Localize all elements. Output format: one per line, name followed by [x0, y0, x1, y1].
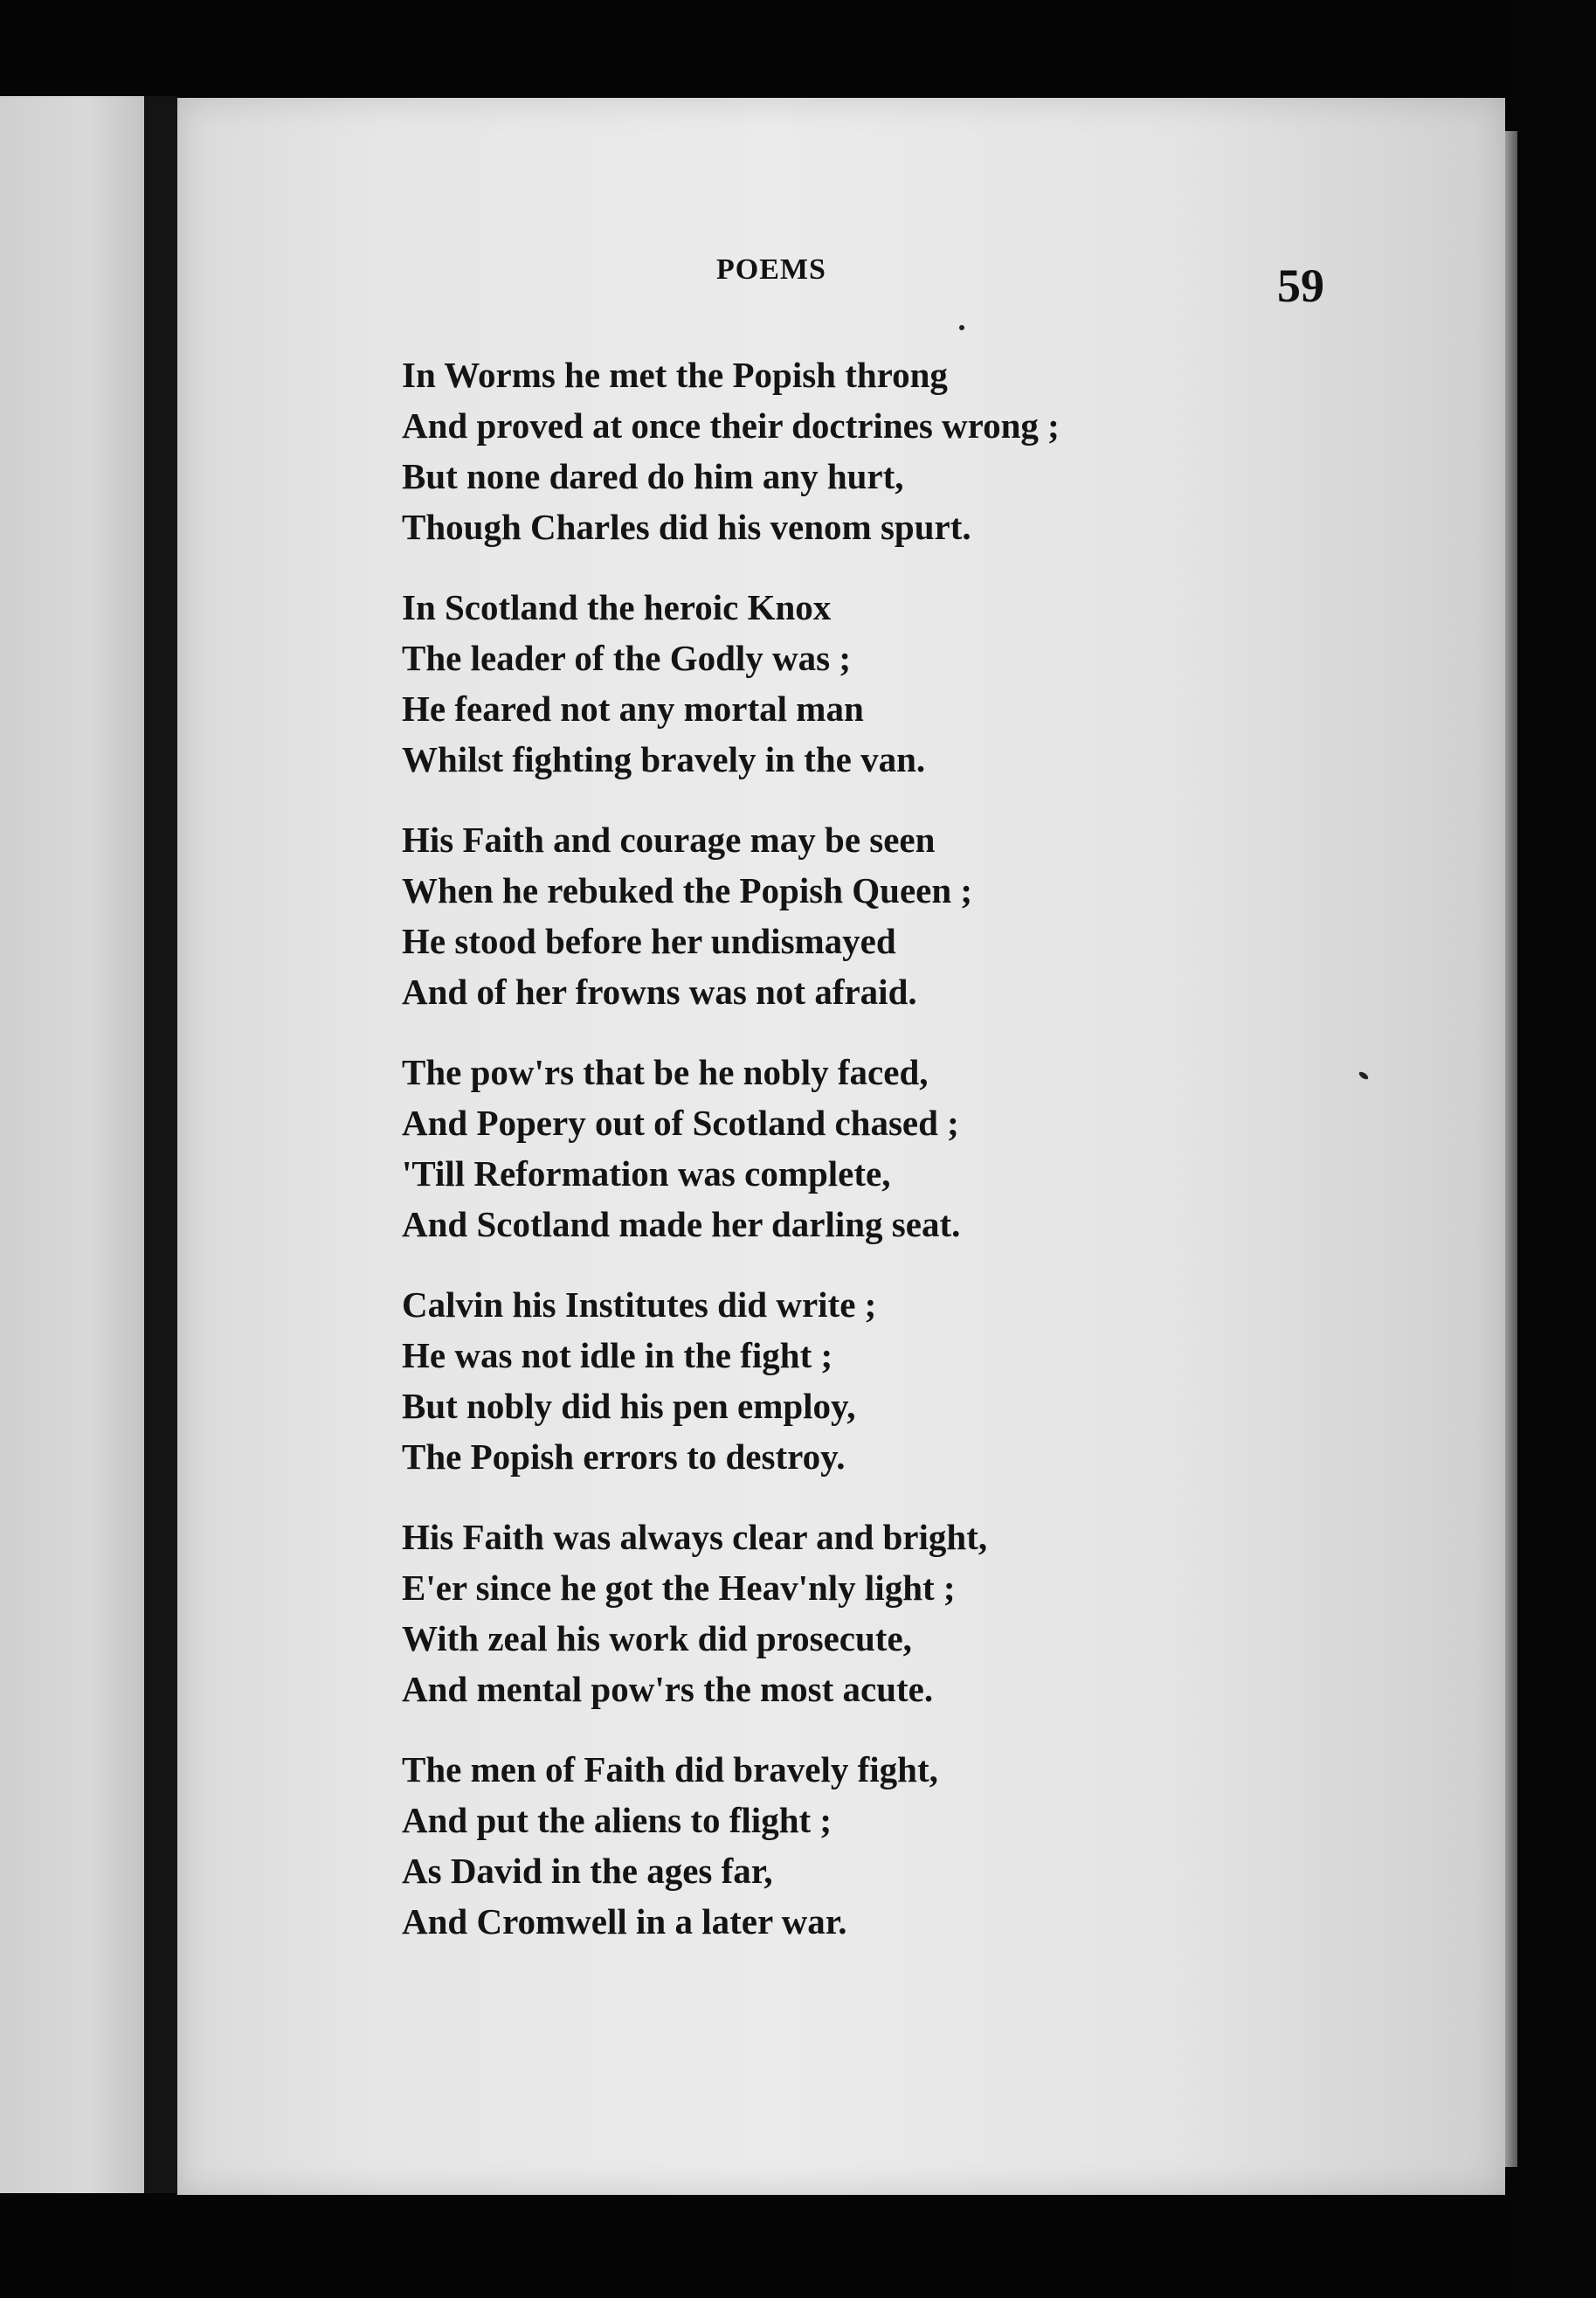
- poem-line: He feared not any mortal man: [402, 689, 864, 729]
- poem-line: His Faith and courage may be seen: [402, 820, 936, 860]
- poem-line: He stood before her undismayed: [402, 921, 896, 961]
- page-fore-edge: [1505, 131, 1517, 2167]
- poem-line: Though Charles did his venom spurt.: [402, 507, 971, 547]
- poem-line: With zeal his work did prosecute,: [402, 1618, 912, 1658]
- poem-line: In Scotland the heroic Knox: [402, 587, 832, 627]
- poem-line: The leader of the Godly was ;: [402, 638, 852, 678]
- print-speck: [959, 325, 964, 330]
- poem-line: And mental pow'rs the most acute.: [402, 1669, 934, 1709]
- poem-line: And Scotland made her darling seat.: [402, 1204, 961, 1244]
- poem-line: His Faith was always clear and bright,: [402, 1517, 988, 1557]
- poem-line: Whilst fighting bravely in the van.: [402, 739, 926, 779]
- poem-line: But nobly did his pen employ,: [402, 1386, 856, 1426]
- book-gutter: [144, 96, 177, 2193]
- poem-line: In Worms he met the Popish throng: [402, 355, 948, 395]
- poem-line: 'Till Reformation was complete,: [402, 1153, 891, 1194]
- poem-line: When he rebuked the Popish Queen ;: [402, 870, 973, 910]
- stanza: [402, 1279, 1363, 1482]
- stanza: [402, 1744, 1363, 1947]
- poem-line: And Popery out of Scotland chased ;: [402, 1103, 959, 1143]
- poem-line: And proved at once their doctrines wrong ;: [402, 405, 1060, 446]
- poem-line: And of her frowns was not afraid.: [402, 972, 917, 1012]
- poem-line: And Cromwell in a later war.: [402, 1901, 847, 1942]
- running-title: POEMS: [716, 253, 826, 286]
- facing-page-edge: [0, 96, 144, 2193]
- page-number: 59: [1277, 260, 1324, 312]
- scan-background: [1517, 0, 1596, 2298]
- poem-line: The Popish errors to destroy.: [402, 1436, 846, 1477]
- poem-line: E'er since he got the Heav'nly light ;: [402, 1568, 956, 1608]
- stanza: [402, 350, 1363, 552]
- stanza: [402, 1512, 1363, 1714]
- poem-line: The pow'rs that be he nobly faced,: [402, 1052, 929, 1092]
- poem-line: He was not idle in the fight ;: [402, 1335, 833, 1375]
- stanza: [402, 582, 1363, 785]
- stanza: [402, 1047, 1363, 1249]
- poem-line: But none dared do him any hurt,: [402, 456, 904, 496]
- stanza: [402, 814, 1363, 1017]
- poem-line: And put the aliens to flight ;: [402, 1800, 833, 1840]
- poem-body: [402, 350, 1363, 1976]
- poem-line: The men of Faith did bravely fight,: [402, 1749, 938, 1789]
- poem-line: As David in the ages far,: [402, 1851, 773, 1891]
- poem-line: Calvin his Institutes did write ;: [402, 1284, 877, 1325]
